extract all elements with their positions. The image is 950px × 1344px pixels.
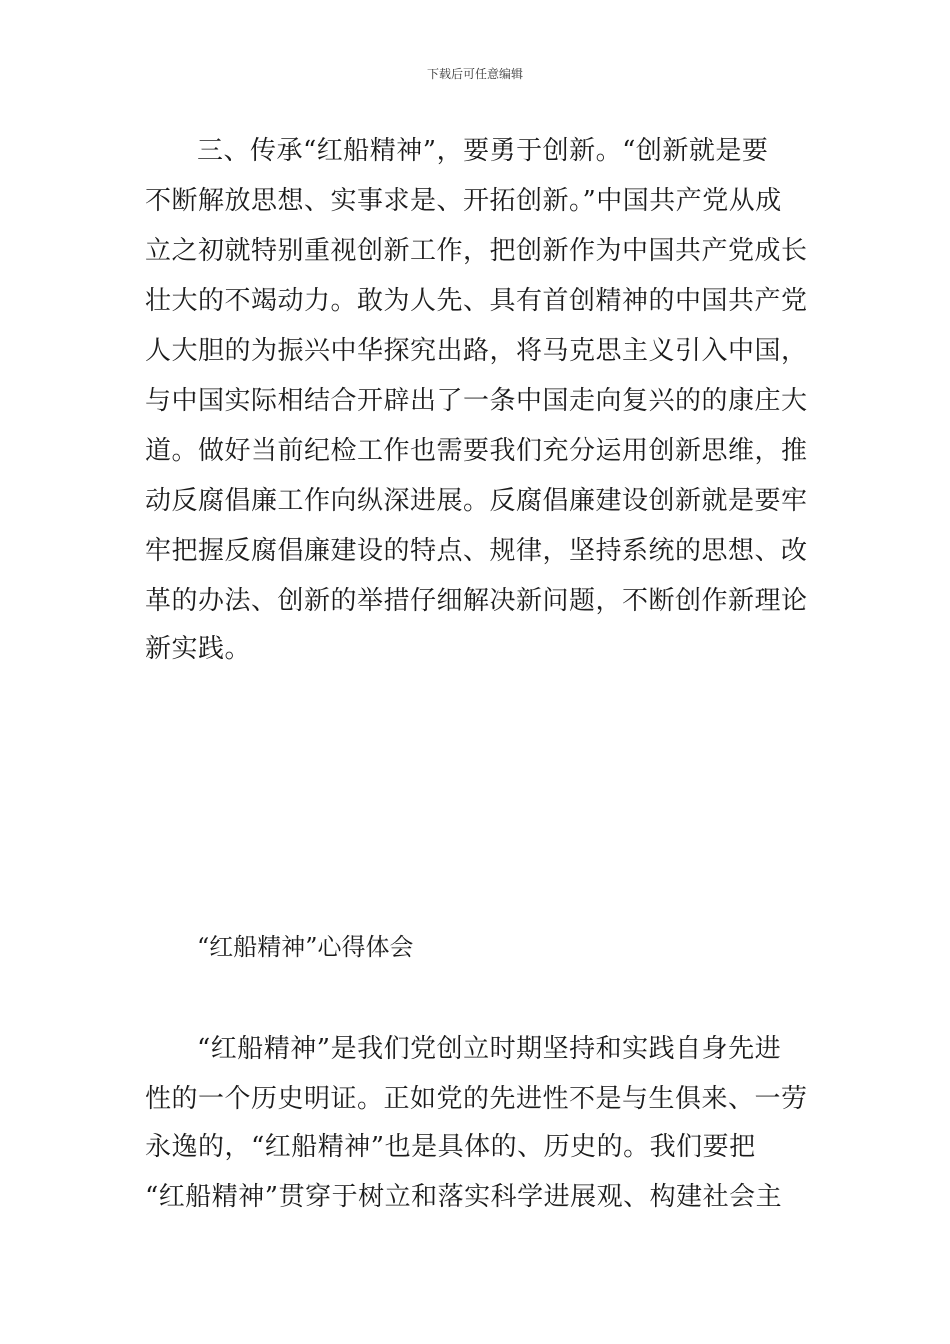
paragraph-line: 不断解放思想、实事求是、开拓创新。”中国共产党从成 — [145, 186, 782, 216]
paragraph-line: 人大胆的为振兴中华探究出路，将马克思主义引入中国， — [145, 336, 808, 366]
paragraph-line: 壮大的不竭动力。敢为人先、具有首创精神的中国共产党 — [145, 286, 808, 316]
paragraph-line: “红船精神”贯穿于树立和落实科学进展观、构建社会主 — [145, 1182, 783, 1212]
paragraph-line: 与中国实际相结合开辟出了一条中国走向复兴的的康庄大 — [145, 386, 808, 416]
paragraph-line: 动反腐倡廉工作向纵深进展。反腐倡廉建设创新就是要牢 — [145, 486, 808, 516]
paragraph-line: 革的办法、创新的举措仔细解决新问题，不断创作新理论 — [145, 586, 808, 616]
paragraph-line: 性的一个历史明证。正如党的先进性不是与生俱来、一劳 — [145, 1084, 808, 1114]
paragraph-line: 三、传承“红船精神”，要勇于创新。“创新就是要 — [197, 136, 769, 166]
section-title: “红船精神”心得体会 — [197, 933, 414, 961]
paragraph-line: 牢把握反腐倡廉建设的特点、规律，坚持系统的思想、改 — [145, 536, 808, 566]
paragraph-line: 立之初就特别重视创新工作，把创新作为中国共产党成长 — [145, 236, 808, 266]
paragraph-line: 新实践。 — [145, 634, 252, 664]
header-note: 下载后可任意编辑 — [426, 67, 523, 81]
paragraph-line: “红船精神”是我们党创立时期坚持和实践自身先进 — [197, 1034, 782, 1064]
paragraph-line: 道。做好当前纪检工作也需要我们充分运用创新思维，推 — [145, 436, 808, 466]
paragraph-line: 永逸的，“红船精神”也是具体的、历史的。我们要把 — [145, 1132, 756, 1162]
